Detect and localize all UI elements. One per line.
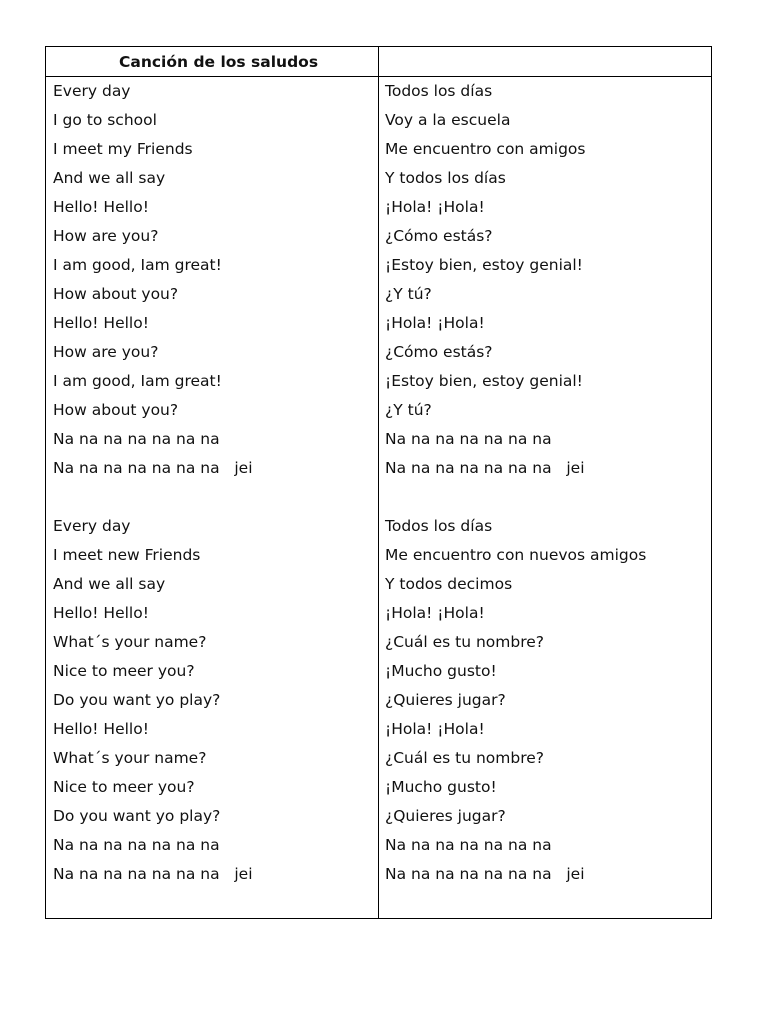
spanish-lyrics-column	[385, 77, 646, 889]
lyric-line: Na na na na na na na jei	[53, 459, 253, 477]
lyric-line: I meet my Friends	[53, 140, 193, 158]
lyric-line: Me encuentro con amigos	[385, 140, 586, 158]
lyric-line: Todos los días	[385, 82, 493, 100]
song-title: Canción de los saludos	[119, 53, 319, 71]
lyric-line: What´s your name?	[53, 749, 207, 767]
lyric-line: I am good, Iam great!	[53, 256, 222, 274]
lyric-line: Every day	[53, 82, 131, 100]
lyric-line: Do you want yo play?	[53, 691, 221, 709]
lyric-line: ¿Cómo estás?	[385, 343, 493, 361]
lyric-line: Me encuentro con nuevos amigos	[385, 546, 647, 564]
lyric-line: Hello! Hello!	[53, 198, 149, 216]
lyric-line: Nice to meer you?	[53, 778, 195, 796]
lyric-line: Y todos decimos	[385, 575, 513, 593]
lyric-line: ¿Y tú?	[385, 401, 432, 419]
lyric-line: What´s your name?	[53, 633, 207, 651]
lyric-line: ¡Hola! ¡Hola!	[385, 314, 485, 332]
lyric-line: Na na na na na na na	[385, 430, 552, 448]
lyric-line: Do you want yo play?	[53, 807, 221, 825]
lyric-line: Na na na na na na na jei	[385, 865, 585, 883]
lyric-line: How about you?	[53, 401, 179, 419]
lyric-line: Na na na na na na na jei	[53, 865, 253, 883]
lyric-line: Voy a la escuela	[385, 111, 511, 129]
lyric-line: ¡Estoy bien, estoy genial!	[385, 256, 583, 274]
lyric-line: ¡Hola! ¡Hola!	[385, 720, 485, 738]
lyric-line: Hello! Hello!	[53, 720, 149, 738]
lyric-line: ¿Y tú?	[385, 285, 432, 303]
lyric-line: Na na na na na na na jei	[385, 459, 585, 477]
lyric-line: Hello! Hello!	[53, 604, 149, 622]
lyric-line: ¡Hola! ¡Hola!	[385, 198, 485, 216]
lyric-line: ¿Quieres jugar?	[385, 691, 506, 709]
lyric-line: ¡Hola! ¡Hola!	[385, 604, 485, 622]
lyric-line: Na na na na na na na	[53, 430, 220, 448]
lyric-line: And we all say	[53, 575, 166, 593]
lyric-line: ¿Quieres jugar?	[385, 807, 506, 825]
lyric-line: I meet new Friends	[53, 546, 201, 564]
lyric-line: Na na na na na na na	[53, 836, 220, 854]
lyric-line: ¿Cuál es tu nombre?	[385, 633, 545, 651]
lyric-line: Y todos los días	[385, 169, 506, 187]
english-lyrics-column	[53, 77, 253, 889]
lyric-line: ¡Mucho gusto!	[385, 778, 497, 796]
lyric-line: How are you?	[53, 343, 159, 361]
lyric-line: ¡Mucho gusto!	[385, 662, 497, 680]
stanza-gap	[385, 483, 646, 512]
lyric-line: How about you?	[53, 285, 179, 303]
lyric-line: Todos los días	[385, 517, 493, 535]
lyric-line: How are you?	[53, 227, 159, 245]
lyric-line: ¡Estoy bien, estoy genial!	[385, 372, 583, 390]
lyric-line: Nice to meer you?	[53, 662, 195, 680]
song-table	[45, 46, 712, 919]
column-divider	[378, 47, 379, 918]
lyric-line: Na na na na na na na	[385, 836, 552, 854]
lyric-line: Every day	[53, 517, 131, 535]
lyric-line: ¿Cómo estás?	[385, 227, 493, 245]
lyric-line: ¿Cuál es tu nombre?	[385, 749, 545, 767]
lyric-line: And we all say	[53, 169, 166, 187]
stanza-gap	[53, 483, 253, 512]
lyric-line: I go to school	[53, 111, 157, 129]
lyric-line: I am good, Iam great!	[53, 372, 222, 390]
lyric-line: Hello! Hello!	[53, 314, 149, 332]
